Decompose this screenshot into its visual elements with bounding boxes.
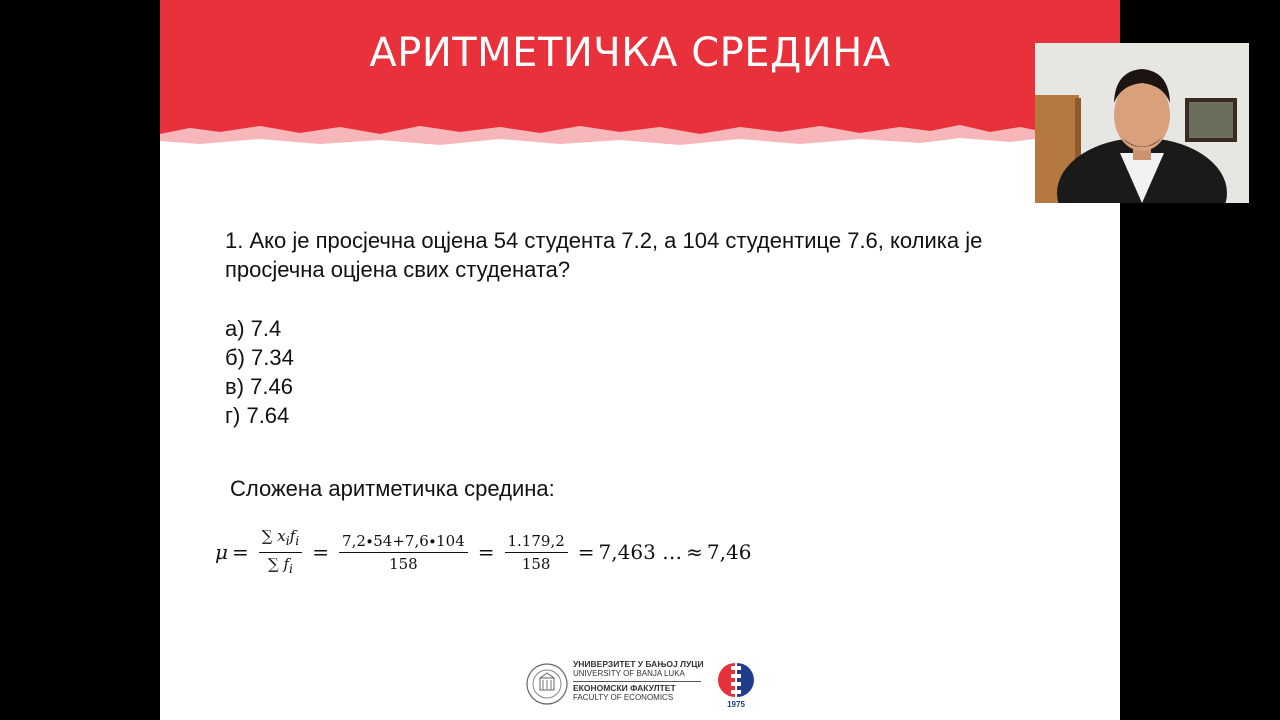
uni-name-cyr: УНИВЕРЗИТЕТ У БАЊОЈ ЛУЦИ [573,659,704,669]
answer-options [225,314,294,430]
frac1-numerator-sub: i [285,532,290,548]
general-fraction [259,527,303,578]
webcam-overlay [1035,43,1249,203]
presentation-slide [160,0,1120,720]
mu-symbol: μ [215,540,228,564]
frac1-numerator: ∑ x [261,526,286,545]
option-d: г) 7.64 [225,403,290,428]
equals-sign: = [577,540,595,564]
weighted-mean-formula [215,526,751,578]
equals-sign: = [232,540,249,564]
frac3-denominator: 158 [521,554,551,573]
faculty-logo-icon [715,660,757,710]
university-seal-icon [525,662,569,706]
footer-divider [573,681,701,682]
equals-sign: = [477,540,495,564]
substituted-fraction [339,532,468,573]
formula-result: 7,463 … [598,540,683,564]
faculty-name-cyr: ЕКОНОМСКИ ФАКУЛТЕТ [573,683,676,693]
faculty-name-lat: FACULTY OF ECONOMICS [573,693,674,702]
equals-sign: = [312,540,330,564]
option-c: в) 7.46 [225,374,293,399]
frac1-numerator-sub2: i [295,532,300,548]
computed-fraction [505,532,568,573]
frac2-denominator: 158 [389,554,418,573]
footer-logos [525,660,765,710]
university-name [573,660,713,702]
frac2-numerator: 7,2∙54+7,6∙104 [339,532,468,553]
uni-name-lat: UNIVERSITY OF BANJA LUKA [573,669,685,678]
frac1-denominator: ∑ f [268,554,290,573]
faculty-year: 1975 [727,700,745,709]
frac1-denominator-sub: i [289,560,294,576]
formula-heading: Сложена аритметичка средина: [230,476,555,501]
question-text: 1. Ако је просјечна оцјена 54 студента 7.2, а 104 студентице 7.6, колика је просјечна оцјена свих студената? [225,228,983,282]
frac1-numerator-f: f [289,526,296,545]
frac3-numerator: 1.179,2 [505,532,568,553]
formula-final: 7,46 [706,540,752,564]
slide-title: АРИТМЕТИЧКА СРЕДИНА [369,30,891,76]
option-b: б) 7.34 [225,345,294,370]
approx-sign: ≈ [686,540,703,564]
option-a: а) 7.4 [225,316,282,341]
